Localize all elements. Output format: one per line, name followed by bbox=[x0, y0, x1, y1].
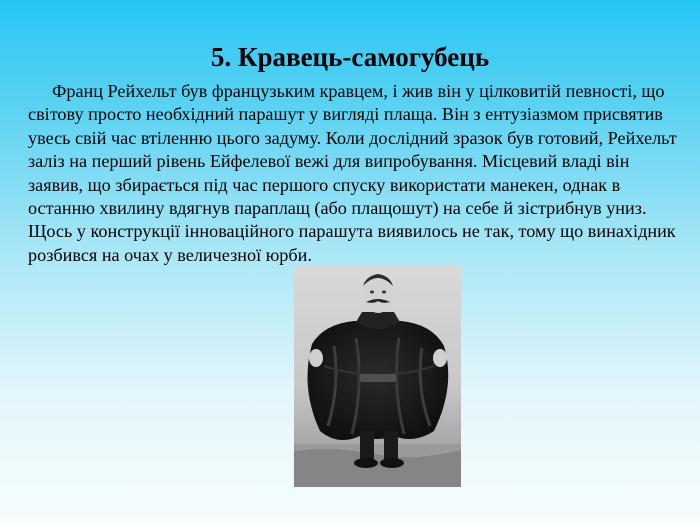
photo-man-in-parachute-cloak bbox=[294, 266, 461, 487]
slide-paragraph: Франц Рейхельт був французьким кравцем, і жив він у цілковитій певності, що світову просто необхідний парашут у вигляді плаща. Він з ентузіазмом присвятив увесь свій час втіленню цього задуму. Коли дослідний зразок був готовий, Рейхельт заліз на перший рівень Ейфелевої вежі для випробування. Місцевий владі він заявив, що збирається під час першого спуску використати манекен, однак в останню хвилину вдягнув параплащ (або плащошут) на себе й зістрибнув униз. Щось у конструкції інноваційного парашута виявилось не так, тому що винахідник розбився на очах у величезної юрби. bbox=[28, 81, 677, 265]
slide-title: 5. Кравець-самогубець bbox=[210, 42, 490, 72]
